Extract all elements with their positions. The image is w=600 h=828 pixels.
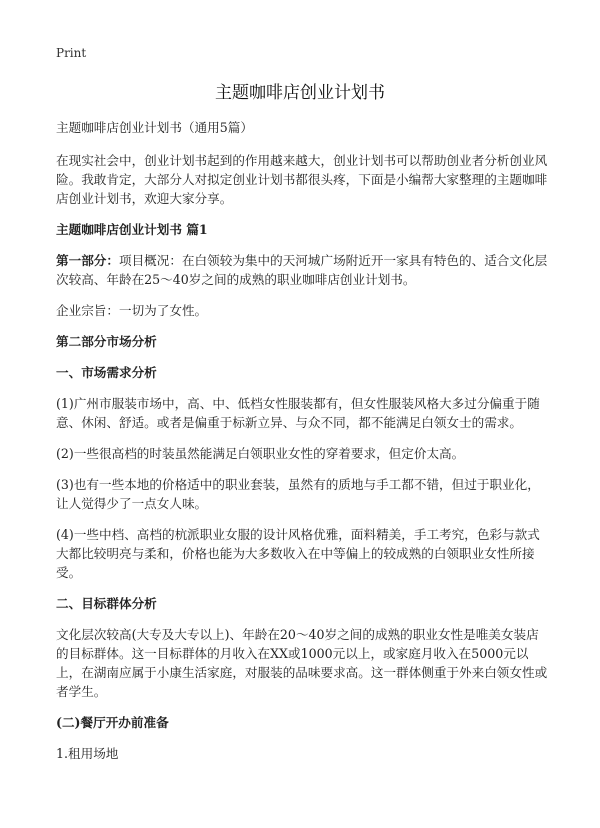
mission-paragraph: 企业宗旨：一切为了女性。	[56, 303, 208, 318]
part1-lead: 第一部分：	[56, 253, 119, 268]
prep-item-1: 1.租用场地	[56, 746, 119, 761]
target-heading: 二、目标群体分析	[56, 596, 157, 611]
demand-point-3: (3)也有一些本地的价格适中的职业套装，虽然有的质地与手工都不错，但过于职业化，让人觉得少了一点女人味。	[56, 477, 540, 511]
part1-paragraph	[56, 251, 550, 289]
print-link[interactable]: Print	[56, 46, 87, 60]
document-subtitle: 主题咖啡店创业计划书（通用5篇）	[56, 120, 253, 135]
part2-heading: 第二部分市场分析	[56, 334, 157, 349]
demand-heading: 一、市场需求分析	[56, 365, 157, 380]
demand-point-1: (1)广州市服装市场中，高、中、低档女性服装都有，但女性服装风格大多过分偏重于随意、休闲、舒适。或者是偏重于标新立异、与众不同，都不能满足白领女士的需求。	[56, 396, 540, 430]
document-title: 主题咖啡店创业计划书	[215, 83, 385, 103]
document-body	[56, 118, 550, 775]
prep-heading: (二)餐厅开办前准备	[56, 715, 169, 730]
demand-point-2: (2)一些很高档的时装虽然能满足白领职业女性的穿着要求，但定价太高。	[56, 446, 465, 461]
intro-paragraph: 在现实社会中，创业计划书起到的作用越来越大，创业计划书可以帮助创业者分析创业风险。我敢肯定，大部分人对拟定创业计划书都很头疼，下面是小编帮大家整理的主题咖啡店创业计划书，欢迎大家分享。	[56, 153, 548, 206]
target-paragraph: 文化层次较高(大专及大专以上)、年龄在20～40岁之间的成熟的职业女性是唯美女装店的目标群体。这一目标群体的月收入在XX或1000元以上，或家庭月收入在5000元以上，在湖南应属于小康生活家庭，对服装的品味要求高。这一群体侧重于外来白领女性或者学生。	[56, 627, 548, 699]
demand-point-4: (4)一些中档、高档的杭派职业女服的设计风格优雅，面料精美，手工考究，色彩与款式大都比较明亮与柔和，价格也能为大多数收入在中等偏上的较成熟的白领职业女性所接受。	[56, 527, 540, 580]
part1-text: 项目概况：在白领较为集中的天河城广场附近开一家具有特色的、适合文化层次较高、年龄在25～40岁之间的成熟的职业咖啡店创业计划书。	[56, 253, 548, 287]
section-title: 主题咖啡店创业计划书 篇1	[56, 222, 208, 237]
